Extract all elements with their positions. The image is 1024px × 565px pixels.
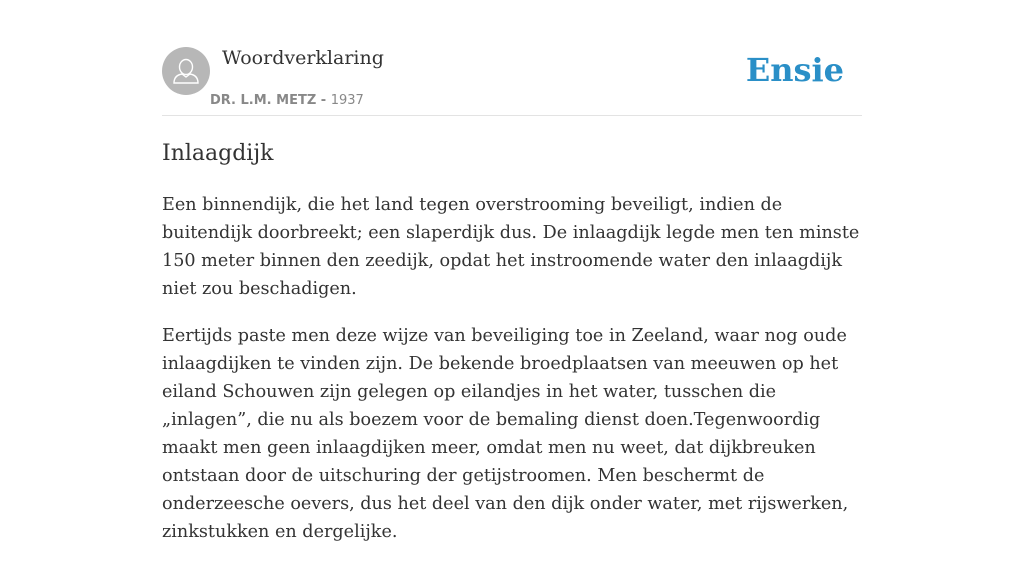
user-avatar-icon[interactable] bbox=[162, 47, 210, 95]
source-title[interactable]: Woordverklaring bbox=[222, 47, 384, 69]
source-header bbox=[162, 46, 862, 116]
byline bbox=[210, 93, 364, 109]
byline-separator: - bbox=[316, 93, 331, 108]
publication-year: 1937 bbox=[330, 93, 364, 108]
article bbox=[162, 138, 862, 565]
article-paragraph: Een binnendijk, die het land tegen overstrooming beveiligt, indien de buitendijk doorbreekt; een slaperdijk dus. De inlaagdijk legde men ten minste 150 meter binnen den zeedijk, opdat het instroomende water den inlaagdijk niet zou beschadigen. bbox=[162, 195, 860, 299]
brand-logo[interactable]: Ensie bbox=[745, 51, 844, 89]
article-title: Inlaagdijk bbox=[162, 141, 274, 166]
article-paragraph: Eertijds paste men deze wijze van beveiliging toe in Zeeland, waar nog oude inlaagdijken te vinden zijn. De bekende broedplaatsen van meeuwen op het eiland Schouwen zijn gelegen op eilandjes in het water, tusschen die „inlagen”, die nu als boezem voor de bemaling dienst doen.Tegenwoordig maakt men geen inlaagdijken meer, omdat men nu weet, dat dijkbreuken ontstaan door de uitschuring der getijstroomen. Men beschermt de onderzeesche oevers, dus het deel van den dijk onder water, met rijswerken, zinkstukken en dergelijke. bbox=[162, 326, 849, 542]
author-name[interactable]: DR. L.M. METZ bbox=[210, 93, 317, 108]
